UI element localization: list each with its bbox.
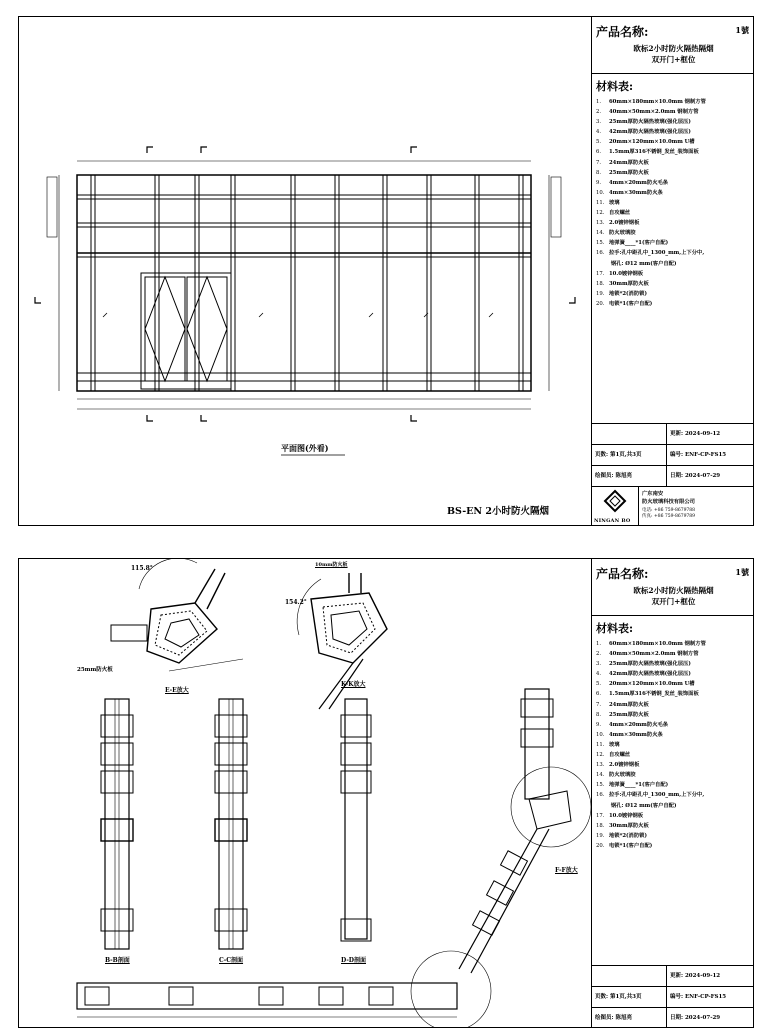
page-number: 页数: 第1页,共3页 <box>595 452 642 458</box>
material-text: 电锁*1(客户自配) <box>609 300 653 307</box>
drawing-date: 日期: 2024-07-29 <box>666 1008 720 1028</box>
d-d-section <box>341 699 371 941</box>
material-number: 20. <box>596 300 605 307</box>
materials-list <box>592 616 754 851</box>
product-name-line2: 双开门+框位 <box>651 55 696 64</box>
material-text: 42mm厚防火隔热玻璃(强化层压) <box>609 129 691 136</box>
d-d-label: D-D剖面 <box>341 957 367 964</box>
designer-row <box>592 466 754 487</box>
material-number: 5. <box>596 139 602 146</box>
material-number: 11. <box>596 741 605 748</box>
angle-2: 154.2° <box>285 599 307 606</box>
designer-row <box>592 1008 754 1028</box>
materials-items <box>596 639 751 851</box>
material-number: 12. <box>596 752 605 759</box>
contact-fax: 传真: +86 759-8679789 <box>642 514 696 519</box>
material-text: 自攻螺丝 <box>609 210 631 217</box>
material-item <box>596 147 751 157</box>
material-number: 9. <box>596 179 602 186</box>
updated-date: 更新: 2024-09-12 <box>666 966 720 986</box>
material-number: 10. <box>596 731 605 738</box>
material-item <box>596 198 751 208</box>
material-number: 10. <box>596 189 605 196</box>
material-number: 5. <box>596 681 602 688</box>
material-item <box>596 269 751 279</box>
material-text: 4mm×20mm防火毛条 <box>609 179 669 186</box>
material-item <box>596 700 751 710</box>
material-text: 4mm×30mm防火条 <box>609 189 663 196</box>
material-item <box>596 649 751 659</box>
materials-list <box>592 74 754 309</box>
material-item <box>596 710 751 720</box>
material-item <box>596 770 751 780</box>
material-item <box>596 659 751 669</box>
material-item <box>596 127 751 137</box>
logo-text: NINGAN BO <box>594 518 631 524</box>
material-item <box>596 248 751 258</box>
title-block-1 <box>591 17 754 525</box>
title-block-footer <box>592 965 754 1028</box>
material-item <box>596 299 751 309</box>
company-contact <box>642 508 695 520</box>
material-number: 9. <box>596 721 602 728</box>
material-number: 13. <box>596 762 605 769</box>
contact-phone: 电话: +86 759-8679788 <box>642 508 696 513</box>
sheet-number: 1號 <box>735 567 749 577</box>
material-item <box>596 730 751 740</box>
material-item <box>596 689 751 699</box>
material-number: 6. <box>596 149 602 156</box>
material-text: 防火玻璃胶 <box>609 772 636 779</box>
material-number: 8. <box>596 169 602 176</box>
material-text: 电锁*1(客户自配) <box>609 842 653 849</box>
material-item <box>596 97 751 107</box>
material-item <box>596 639 751 649</box>
material-text: 10.0镀锌钢板 <box>609 270 644 277</box>
material-text: 1.5mm厚316不锈钢_发丝_装饰面板 <box>609 691 699 698</box>
material-text: 25mm厚防火板 <box>609 169 649 176</box>
material-item <box>596 158 751 168</box>
material-text: 地锁*2(消防锁) <box>609 290 647 297</box>
material-item <box>596 168 751 178</box>
material-text: 24mm厚防火板 <box>609 159 649 166</box>
material-text: 2.0镀锌钢板 <box>609 762 640 769</box>
material-number: 19. <box>596 832 605 839</box>
e-e-detail <box>111 559 243 671</box>
material-text: 20mm×120mm×10.0mm U槽 <box>609 139 695 146</box>
materials-items <box>596 97 751 309</box>
material-number: 3. <box>596 661 602 668</box>
material-number: 18. <box>596 822 605 829</box>
material-text: 60mm×180mm×10.0mm 钢制方管 <box>609 641 706 647</box>
title-block-footer <box>592 423 754 526</box>
drawing-number: 编号: ENF-CP-FS15 <box>666 445 726 465</box>
material-item <box>596 259 751 269</box>
product-label: 产品名称: <box>596 25 649 39</box>
company-name <box>642 490 695 506</box>
material-item <box>596 811 751 821</box>
material-item <box>596 228 751 238</box>
sheet-caption: BS-EN 2小时防火隔烟 <box>447 506 550 517</box>
top-note: 10mm防火板 <box>315 562 348 568</box>
materials-title: 材料表: <box>596 80 634 93</box>
material-text: 防火玻璃胶 <box>609 230 636 237</box>
material-number: 14. <box>596 230 605 237</box>
material-text: 拉手:孔中距孔中_1300_mm,上下分中, <box>609 792 705 799</box>
material-number: 1. <box>596 99 602 105</box>
product-name-line2: 双开门+框位 <box>651 597 696 606</box>
company-logo <box>592 487 639 526</box>
material-text: 60mm×180mm×10.0mm 钢制方管 <box>609 99 706 105</box>
section-drawings <box>19 559 591 1027</box>
material-item <box>596 178 751 188</box>
company-line2: 防火玻璃科技有限公司 <box>642 499 695 505</box>
material-number: 13. <box>596 220 605 227</box>
title-block-2 <box>591 559 754 1027</box>
page-number: 页数: 第1页,共3页 <box>595 994 642 1000</box>
material-text: 10.0镀锌钢板 <box>609 812 644 819</box>
page-row <box>592 445 754 466</box>
material-item <box>596 107 751 117</box>
company-line1: 广东南安 <box>642 491 664 497</box>
material-number: 7. <box>596 701 602 708</box>
material-number: 19. <box>596 290 605 297</box>
material-item <box>596 669 751 679</box>
material-number: 12. <box>596 210 605 217</box>
material-item <box>596 720 751 730</box>
material-item <box>596 117 751 127</box>
material-item <box>596 188 751 198</box>
material-number: 15. <box>596 782 605 789</box>
material-number: 16. <box>596 250 605 257</box>
material-text: 钢孔: Ø12 mm(客户自配) <box>609 260 677 267</box>
company-row <box>592 487 754 526</box>
material-number: 17. <box>596 270 605 277</box>
material-item <box>596 279 751 289</box>
material-item <box>596 780 751 790</box>
plan-label: 平面图(外看) <box>281 443 329 453</box>
material-text: 地弹簧____*1(客户自配) <box>609 240 669 247</box>
product-label: 产品名称: <box>596 567 649 581</box>
k-k-label: K-K放大 <box>341 681 366 688</box>
material-number: 4. <box>596 671 602 678</box>
material-number: 16. <box>596 792 605 799</box>
material-number: 15. <box>596 240 605 247</box>
elevation-drawing <box>19 17 591 525</box>
material-text: 24mm厚防火板 <box>609 701 649 708</box>
fire-board-label: 25mm防火板 <box>77 667 113 673</box>
material-text: 4mm×20mm防火毛条 <box>609 721 669 728</box>
material-text: 40mm×50mm×2.0mm 钢制方管 <box>609 651 699 658</box>
material-item <box>596 760 751 770</box>
c-c-section <box>215 699 247 949</box>
material-text: 40mm×50mm×2.0mm 钢制方管 <box>609 109 699 116</box>
material-item <box>596 137 751 147</box>
material-item <box>596 750 751 760</box>
material-text: 25mm厚防火隔热玻璃(强化层压) <box>609 119 691 126</box>
e-e-label: E-E放大 <box>165 687 189 694</box>
updated-row <box>592 424 754 445</box>
material-number: 20. <box>596 842 605 849</box>
material-text: 42mm厚防火隔热玻璃(强化层压) <box>609 671 691 678</box>
designer: 绘图员: 陈旭亮 <box>595 473 632 479</box>
material-text: 30mm厚防火板 <box>609 280 649 287</box>
material-text: 地锁*2(消防锁) <box>609 832 647 839</box>
drawing-number: 编号: ENF-CP-FS15 <box>666 987 726 1007</box>
material-text: 玻璃 <box>609 741 620 748</box>
material-text: 地弹簧____*1(客户自配) <box>609 782 669 789</box>
material-text: 自攻螺丝 <box>609 752 631 759</box>
material-text: 2.0镀锌钢板 <box>609 220 640 227</box>
material-text: 拉手:孔中距孔中_1300_mm,上下分中, <box>609 250 705 257</box>
material-item <box>596 790 751 800</box>
drawing-date: 日期: 2024-07-29 <box>666 466 720 486</box>
material-item <box>596 801 751 811</box>
material-item <box>596 218 751 228</box>
materials-title: 材料表: <box>596 622 634 635</box>
material-text: 30mm厚防火板 <box>609 822 649 829</box>
drawing-sheet-1 <box>18 16 754 526</box>
material-item <box>596 289 751 299</box>
material-number: 17. <box>596 812 605 819</box>
designer: 绘图员: 陈旭亮 <box>595 1015 632 1021</box>
page-row <box>592 987 754 1008</box>
material-text: 20mm×120mm×10.0mm U槽 <box>609 681 695 688</box>
product-name <box>592 43 754 65</box>
title-block-header <box>592 559 754 616</box>
product-name-line1: 欧标2小时防火隔热隔烟 <box>633 586 714 595</box>
sheet-number: 1號 <box>735 25 749 35</box>
material-number: 2. <box>596 651 602 658</box>
material-item <box>596 821 751 831</box>
material-item <box>596 238 751 248</box>
material-item <box>596 831 751 841</box>
material-text: 25mm厚防火板 <box>609 711 649 718</box>
updated-row <box>592 966 754 987</box>
material-number: 4. <box>596 129 602 136</box>
material-number: 18. <box>596 280 605 287</box>
f-f-detail <box>411 689 591 1028</box>
material-text: 4mm×30mm防火条 <box>609 731 663 738</box>
material-number: 6. <box>596 691 602 698</box>
material-number: 2. <box>596 109 602 116</box>
material-number: 1. <box>596 641 602 647</box>
material-number: 7. <box>596 159 602 166</box>
material-item <box>596 841 751 851</box>
updated-date: 更新: 2024-09-12 <box>666 424 720 444</box>
material-text: 玻璃 <box>609 199 620 206</box>
material-item <box>596 740 751 750</box>
product-name-line1: 欧标2小时防火隔热隔烟 <box>633 44 714 53</box>
c-c-label: C-C剖面 <box>219 957 244 964</box>
material-number: 14. <box>596 772 605 779</box>
material-number: 8. <box>596 711 602 718</box>
title-block-header <box>592 17 754 74</box>
f-f-label: F-F放大 <box>555 867 578 874</box>
product-name <box>592 585 754 607</box>
bottom-plan-strip <box>77 983 457 1017</box>
material-text: 1.5mm厚316不锈钢_发丝_装饰面板 <box>609 149 699 156</box>
material-item <box>596 679 751 689</box>
b-b-section <box>101 699 133 949</box>
material-text: 25mm厚防火隔热玻璃(强化层压) <box>609 661 691 668</box>
angle-1: 115.8° <box>131 565 153 572</box>
material-number: 11. <box>596 199 605 206</box>
b-b-label: B-B剖面 <box>105 957 130 964</box>
k-k-detail <box>297 573 387 709</box>
material-number: 3. <box>596 119 602 126</box>
drawing-sheet-2 <box>18 558 754 1028</box>
material-text: 钢孔: Ø12 mm(客户自配) <box>609 802 677 809</box>
material-item <box>596 208 751 218</box>
